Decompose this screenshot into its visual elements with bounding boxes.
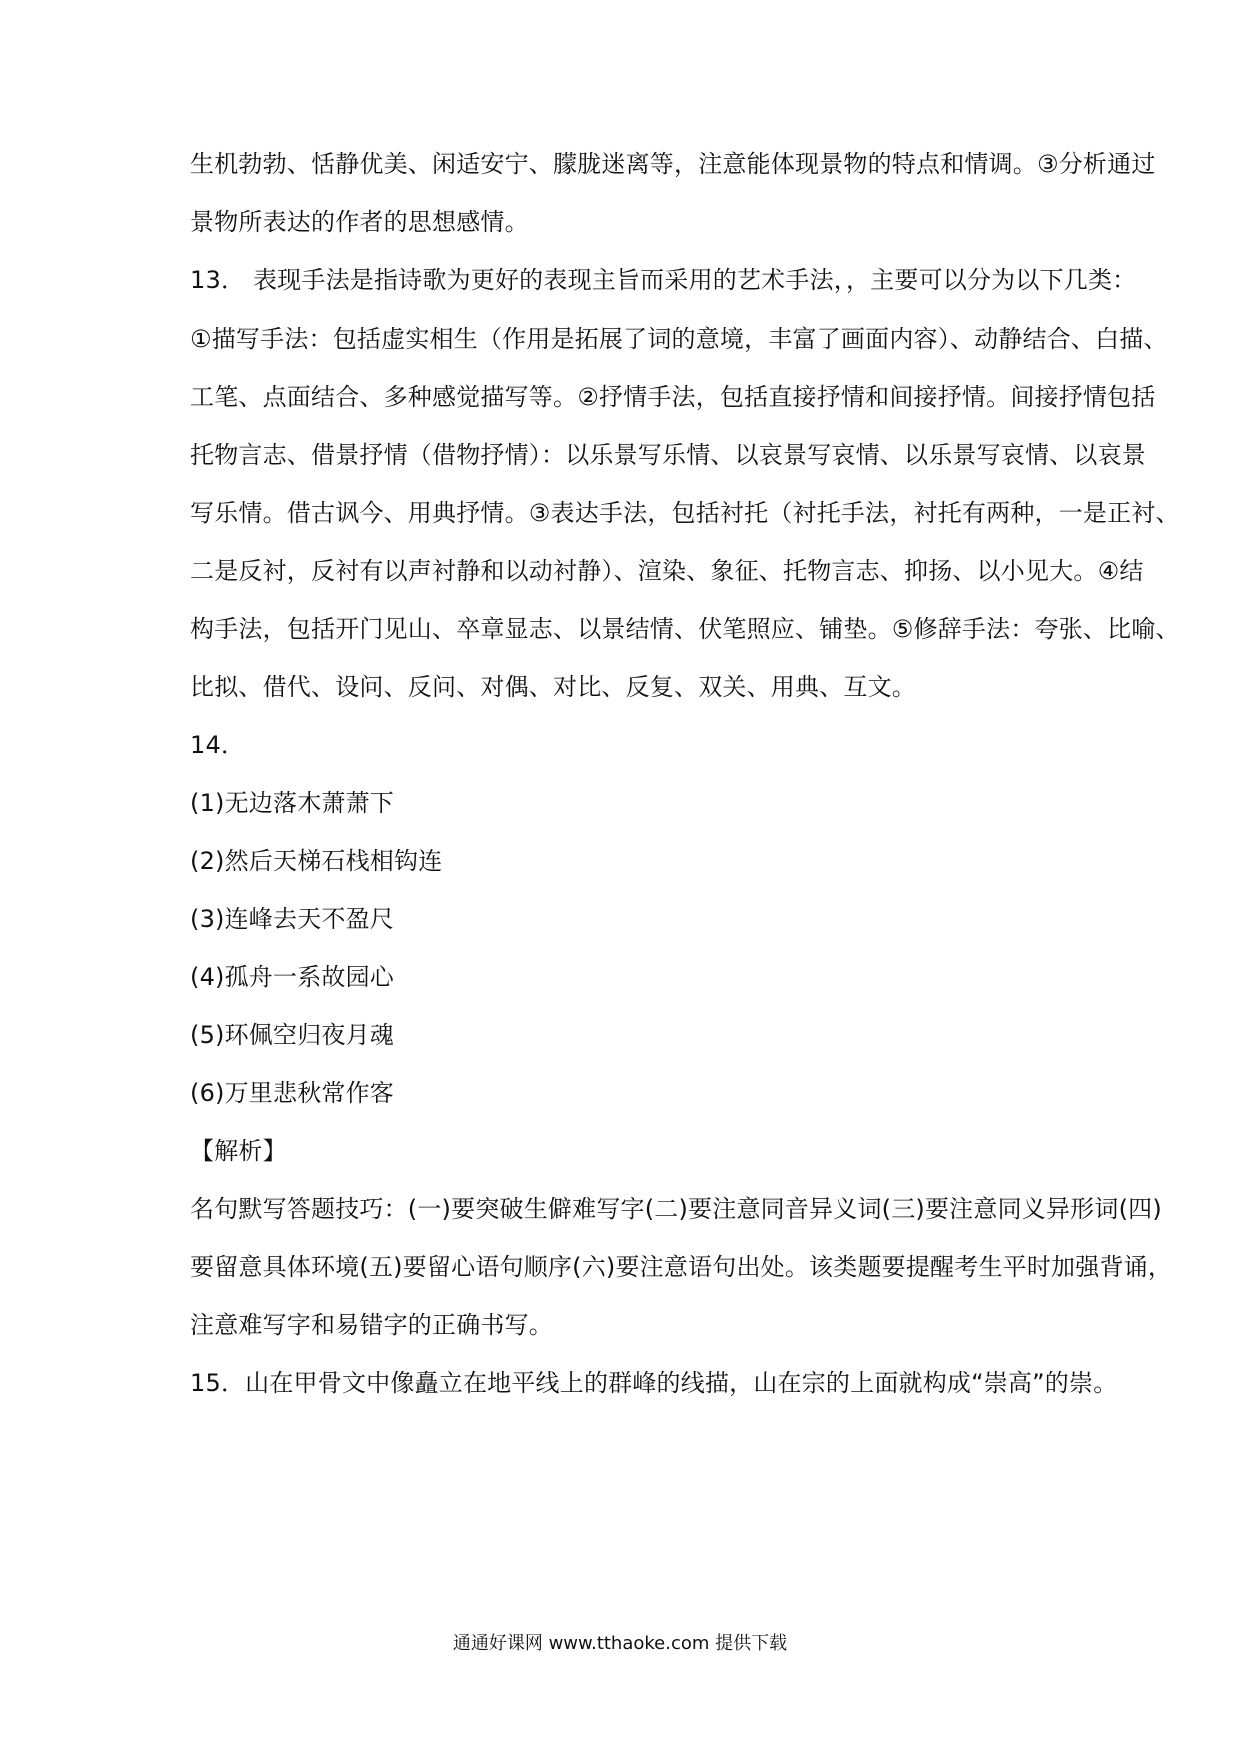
text-line: 工笔、点面结合、多种感觉描写等。②抒情手法，包括直接抒情和间接抒情。间接抒情包括 — [190, 383, 1156, 411]
footer-text: 通通好课网 www.tthaoke.com 提供下载 — [452, 1633, 788, 1654]
text-line: 托物言志、借景抒情（借物抒情）：以乐景写乐情、以哀景写哀情、以乐景写哀情、以哀景 — [190, 441, 1146, 469]
text-line: 景物所表达的作者的思想感情。 — [190, 208, 529, 236]
question-15-line: 15．山在甲骨文中像矗立在地平线上的群峰的线描，山在宗的上面就构成“崇高”的崇。 — [190, 1369, 1118, 1397]
text-line: 构手法，包括开门见山、卒章显志、以景结情、伏笔照应、铺垫。⑤修辞手法：夸张、比喻、 — [190, 615, 1180, 643]
question-13-line: 13． 表现手法是指诗歌为更好的表现主旨而采用的艺术手法，，主要可以分为以下几类： — [190, 266, 1137, 294]
answer-item: (6)万里悲秋常作客 — [190, 1079, 394, 1107]
answer-item: (4)孤舟一系故园心 — [190, 963, 394, 991]
text-line: 要留意具体环境(五)要留心语句顺序(六)要注意语句出处。该类题要提醒考生平时加强背诵， — [190, 1253, 1173, 1281]
text-line: 比拟、借代、设问、反问、对偶、对比、反复、双关、用典、互文。 — [190, 673, 916, 701]
answer-item: (2)然后天梯石栈相钩连 — [190, 847, 443, 875]
answer-item: (1)无边落木萧萧下 — [190, 789, 394, 817]
answer-item: (5)环佩空归夜月魂 — [190, 1021, 394, 1049]
text-line: ①描写手法：包括虚实相生（作用是拓展了词的意境，丰富了画面内容）、动静结合、白描、 — [190, 325, 1168, 353]
text-line: 二是反衬，反衬有以声衬静和以动衬静）、渲染、象征、托物言志、抑扬、以小见大。④结 — [190, 557, 1144, 585]
text-line: 注意难写字和易错字的正确书写。 — [190, 1311, 553, 1339]
text-line: 名句默写答题技巧：(一)要突破生僻难写字(二)要注意同音异义词(三)要注意同义异形词(四) — [190, 1195, 1162, 1223]
text-line: 写乐情。借古讽今、用典抒情。③表达手法，包括衬托（衬托手法，衬托有两种，一是正衬、 — [190, 499, 1180, 527]
answer-item: (3)连峰去天不盈尺 — [190, 905, 394, 933]
question-14-heading: 14． — [190, 731, 246, 759]
analysis-heading: 【解析】 — [190, 1137, 287, 1165]
text-line: 生机勃勃、恬静优美、闲适安宁、朦胧迷离等，注意能体现景物的特点和情调。③分析通过 — [190, 150, 1156, 178]
